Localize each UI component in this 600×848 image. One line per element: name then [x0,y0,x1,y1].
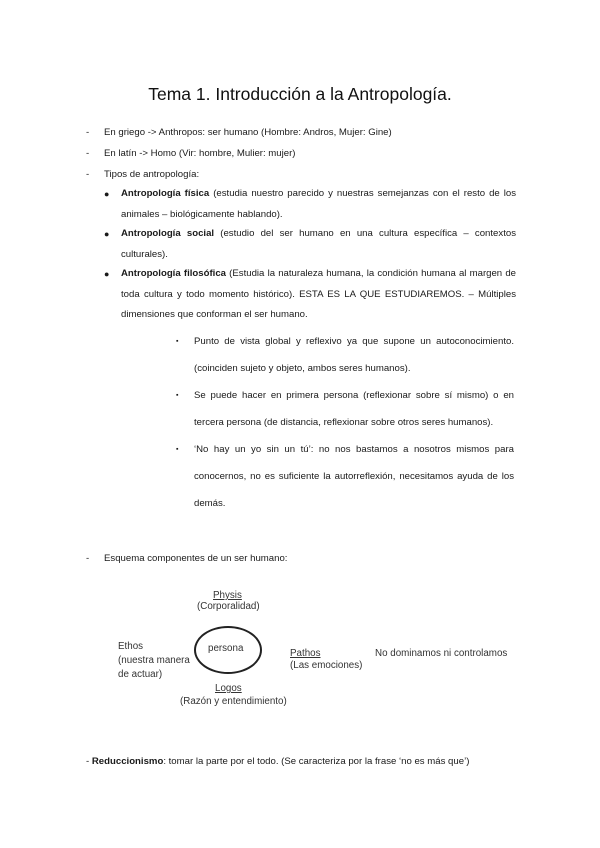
list-item-text: Tipos de antropología: [104,169,200,180]
point-text: Punto de vista global y reflexivo ya que supone un autoconocimiento. (coinciden sujeto y objeto, ambos seres humanos). [194,336,514,374]
list-item [86,127,392,138]
pathos-note: No dominamos ni controlamos [375,648,508,659]
dash-marker: - [86,756,92,767]
list-item [86,169,199,180]
philosophy-point [176,436,514,517]
reduccionismo-definition [86,756,469,767]
point-text: ‘No hay un yo sin un tú’: no nos bastamos a nosotros mismos para conocernos, no es suficiente la autorreflexión, necesitamos ayuda de los demás. [194,444,514,509]
term-description: : tomar la parte por el todo. (Se caracteriza por la frase ‘no es más que’) [163,756,470,767]
philosophy-point [176,328,514,382]
list-item-text: En griego -> Anthropos: ser humano (Hombre: Andros, Mujer: Gine) [104,127,392,138]
point-text: Se puede hacer en primera persona (reflexionar sobre sí mismo) o en tercera persona (de distancia, reflexionar sobre otros seres humanos). [194,390,514,428]
dash-marker: - [86,169,90,180]
term-description: (estudio del ser humano en una cultura específica – contextos culturales). [121,228,516,260]
persona-label: persona [208,643,244,654]
term-bold: Antropología social [121,228,215,239]
logos-label: Logos [215,683,242,694]
term-bold: Antropología física [121,188,210,199]
logos-description: (Razón y entendimiento) [180,696,287,707]
square-bullet-icon: ▪ [176,446,179,453]
physis-label: Physis [213,590,242,601]
square-bullet-icon: ▪ [176,338,179,345]
term-bold: Antropología filosófica [121,268,226,279]
bullet-text [121,224,516,265]
square-bullet-icon: ▪ [176,392,179,399]
persona-ellipse [194,626,262,674]
page-title: Tema 1. Introducción a la Antropología. [148,84,452,104]
bullet-text [121,264,516,326]
anthropology-type-physical [104,184,516,225]
bullet-icon: ● [104,189,110,199]
anthropology-type-social [104,224,516,265]
pathos-description: (Las emociones) [290,660,363,671]
bullet-icon: ● [104,269,110,279]
ethos-description-cont: de actuar) [118,669,163,680]
ethos-label: Ethos [118,641,144,652]
list-item-text: En latín -> Homo (Vir: hombre, Mulier: mujer) [104,148,296,159]
physis-description: (Corporalidad) [197,601,260,612]
anthropology-type-philosophical [104,264,516,326]
pathos-label: Pathos [290,648,321,659]
list-item [86,148,296,159]
bullet-icon: ● [104,229,110,239]
dash-marker: - [86,553,90,564]
list-item-text: Esquema componentes de un ser humano: [104,553,288,564]
ethos-description: (nuestra manera [118,655,190,666]
dash-marker: - [86,127,90,138]
term-description: (Estudia la naturaleza humana, la condición humana al margen de toda cultura y todo momento histórico). ESTA ES LA QUE ESTUDIAREMOS. – Múltiples dimensiones que conforman el ser humano. [121,268,517,320]
dash-marker: - [86,148,90,159]
philosophy-point [176,382,514,436]
term-bold: Reduccionismo [91,756,164,767]
list-item [86,553,287,564]
bullet-text [121,184,516,225]
term-description: (estudia nuestro parecido y nuestras semejanzas con el resto de los animales – biológicamente hablando). [121,188,516,220]
